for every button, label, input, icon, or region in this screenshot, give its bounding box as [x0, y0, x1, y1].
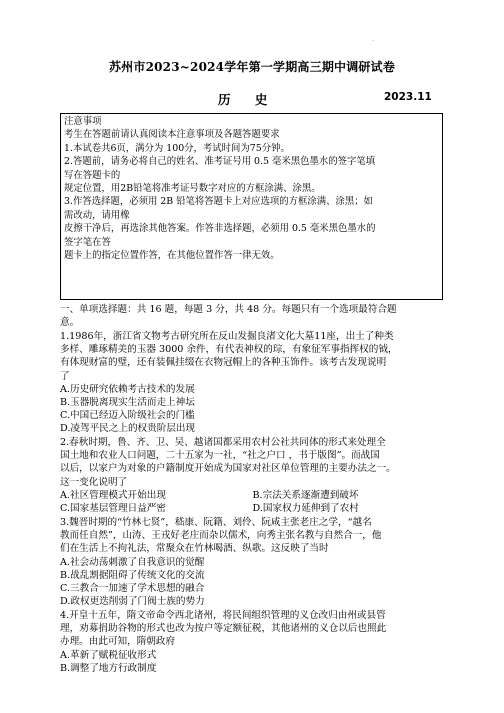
option-b: B.调整了地方行政制度 [60, 662, 157, 674]
option-d: D.国家权力延伸到了农村 [252, 503, 359, 515]
option-a: A.革新了赋税征收形式 [60, 649, 157, 661]
notice-line: 规定位置，用2B铅笔将准考证号数字对应的方框涂满、涂黑。 [64, 183, 321, 195]
option-a: A.历史研究依赖考古技术的发展 [60, 383, 195, 395]
subject-label: 历 史 [218, 92, 278, 107]
option-row [60, 489, 445, 502]
notice-line: 皮擦干净后，再选涂其他答案。作答非选择题，必须用 0.5 毫米黑色墨水的 [64, 223, 376, 235]
question-stem-line: 理，劝募捐助谷物的形式也改为按户等定额征税，其他诸州的义仓以后也照此 [60, 623, 387, 635]
option-d: D.政权更迭削弱了门阀士族的势力 [60, 596, 205, 608]
notice-box [60, 113, 443, 300]
option-b: B.战乱割据阻碍了传统文化的交流 [60, 569, 205, 581]
question-2 [60, 436, 445, 515]
section-line: 一、单项选择题：共 16 题，每题 3 分，共 48 分。每题只有一个选项最符合题 [60, 304, 397, 315]
question-3 [60, 516, 445, 608]
question-1 [60, 330, 445, 436]
option-row [60, 502, 445, 515]
exam-title: 苏州市2023~2024学年第一学期高三期中调研试卷 [108, 60, 396, 74]
exam-date: 2023.11 [384, 91, 432, 103]
question-stem-line: 们在生活上不拘礼法，常聚众在竹林喝酒、纵歌。这反映了当时 [60, 543, 329, 555]
question-stem-line: 2.春秋时期，鲁、齐、卫、吴、越诸国都采用农村公社共同体的形式来处理全 [60, 437, 386, 448]
question-4 [60, 609, 445, 675]
question-stem-line: 有体现财富的璧，还有装佩挂缀在衣物冠帽上的各种玉饰件。该考古发现说明 [60, 357, 387, 369]
notice-line: 2.答题前，请务必将自己的姓名、准考证号用 0.5 毫米黑色墨水的签字笔填 [64, 156, 376, 168]
notice-line: 签字笔在答 [64, 236, 111, 248]
option-b: B.宗法关系逐渐遭到破坏 [252, 489, 359, 501]
section-line: 意。 [60, 317, 80, 329]
notice-line: 考生在答题前请认真阅读本注意事项及各题答题要求 [64, 129, 280, 141]
question-stem-line: 3.魏晋时期的“竹林七贤”，嵇康、阮籍、刘伶、阮咸主张老庄之学，“越名 [60, 517, 372, 528]
option-c: C.国家基层管理日益严密 [60, 503, 166, 515]
option-d: D.凌驾平民之上的权贵阶层出现 [60, 423, 196, 435]
option-b: B.玉器脱离现实生活而走上神坛 [60, 397, 195, 409]
option-a: A.社区管理模式开始出现 [60, 489, 166, 501]
notice-line: 需改动，请用橡 [64, 209, 130, 221]
question-stem-line: 以后，以家户为对象的户籍制度开始成为国家对社区单位管理的主要办法之一。 [60, 463, 396, 475]
notice-line: 1.本试卷共6页，满分为 100分，考试时间为75分钟。 [64, 142, 290, 154]
question-stem-line: 教而任自然”，山涛、王戎好老庄而杂以儒术，向秀主张名教与自然合一，他 [60, 530, 382, 542]
question-stem-line: 1.1986年，浙江省文物考古研究所在反山发掘良渚文化大墓11座，出土了种类 [60, 331, 394, 342]
notice-heading: 注意事项 [64, 116, 102, 127]
question-stem-line: 多样、雕琢精美的玉器 3000 余件，有代表神权的琮，有象征军事指挥权的钺， [60, 344, 398, 356]
option-c: C.三教合一加速了学术思想的融合 [60, 583, 205, 595]
option-c: C.中国已经迈入阶级社会的门槛 [60, 410, 195, 422]
notice-line: 3.作答选择题，必须用 2B 铅笔将答题卡上对应选项的方框涂满、涂黑；如 [64, 196, 374, 208]
question-stem-line: 国土地和农业人口问题，二十五家为一社，“社之户口 ，书于版图”。而战国 [60, 450, 380, 462]
corner-dot: . [372, 36, 374, 43]
section-heading [60, 303, 445, 330]
question-stem-line: 了 [60, 370, 70, 382]
question-stem-line: 这一变化说明了 [60, 476, 128, 488]
option-a: A.社会动荡刺激了自我意识的觉醒 [60, 556, 205, 568]
question-stem-line: 4.开皇十五年，隋文帝命令西北诸州，将民间组织管理的义仓改归由州或县管 [60, 610, 386, 621]
notice-line: 写在答题卡的 [64, 169, 121, 181]
notice-line: 题卡上的指定位置作答，在其他位置作答一律无效。 [64, 250, 280, 262]
question-stem-line: 办理。由此可知，隋朝政府 [60, 636, 176, 648]
